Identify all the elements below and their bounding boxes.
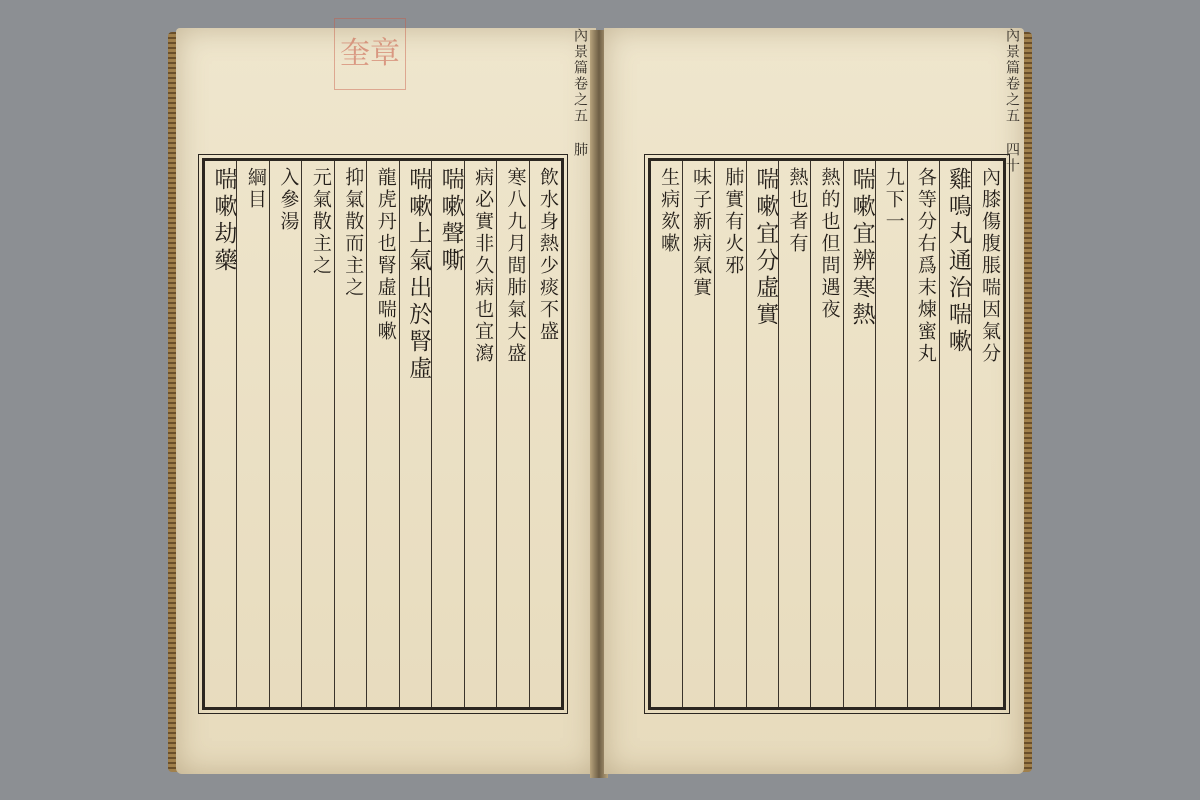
- open-book: [168, 20, 1032, 784]
- right-page-column: 喘嗽宜辨寒熱: [843, 161, 875, 707]
- left-page-column: 喘嗽聲嘶: [431, 161, 463, 707]
- right-page-column: 雞鳴丸通治喘嗽: [939, 161, 971, 707]
- left-page: [176, 28, 596, 774]
- left-page-column: 病必實非久病也宜瀉: [464, 161, 496, 707]
- right-page-column: 味子新病氣實: [682, 161, 714, 707]
- right-page-column: 生病欬嗽: [658, 167, 681, 255]
- left-columns: [205, 161, 561, 707]
- right-text-frame: [648, 158, 1006, 710]
- right-page-column: 熱也者有: [778, 161, 810, 707]
- left-page-column: 入參湯: [269, 161, 301, 707]
- library-seal-stamp: 奎章: [334, 18, 406, 90]
- left-page-column: 元氣散主之: [301, 161, 333, 707]
- right-page: [604, 28, 1024, 774]
- right-page-column: 九下一: [875, 161, 907, 707]
- left-page-column: 喘嗽劫藥: [210, 167, 237, 275]
- right-page-column: 各等分右爲末煉蜜丸: [907, 161, 939, 707]
- left-text-frame: [202, 158, 564, 710]
- left-page-column: 抑氣散而主之: [334, 161, 366, 707]
- left-page-banxin: 內景篇卷之五 肺: [572, 28, 588, 158]
- right-page-column: 內膝傷腹脹喘因氣分: [971, 161, 1003, 707]
- left-page-column: 寒八九月間肺氣大盛: [496, 161, 528, 707]
- right-page-column: 熱的也但問遇夜: [810, 161, 842, 707]
- right-page-column: 喘嗽宜分虛實: [746, 161, 778, 707]
- right-columns: [651, 161, 1003, 707]
- right-page-banxin: 內景篇卷之五 四十: [1004, 28, 1020, 174]
- left-page-column: 喘嗽上氣出於腎虛: [399, 161, 431, 707]
- left-page-column: 龍虎丹也腎虛喘嗽: [366, 161, 398, 707]
- right-page-column: 肺實有火邪: [714, 161, 746, 707]
- left-page-column: 飲水身熱少痰不盛: [529, 161, 561, 707]
- left-page-column: 綱目: [236, 161, 268, 707]
